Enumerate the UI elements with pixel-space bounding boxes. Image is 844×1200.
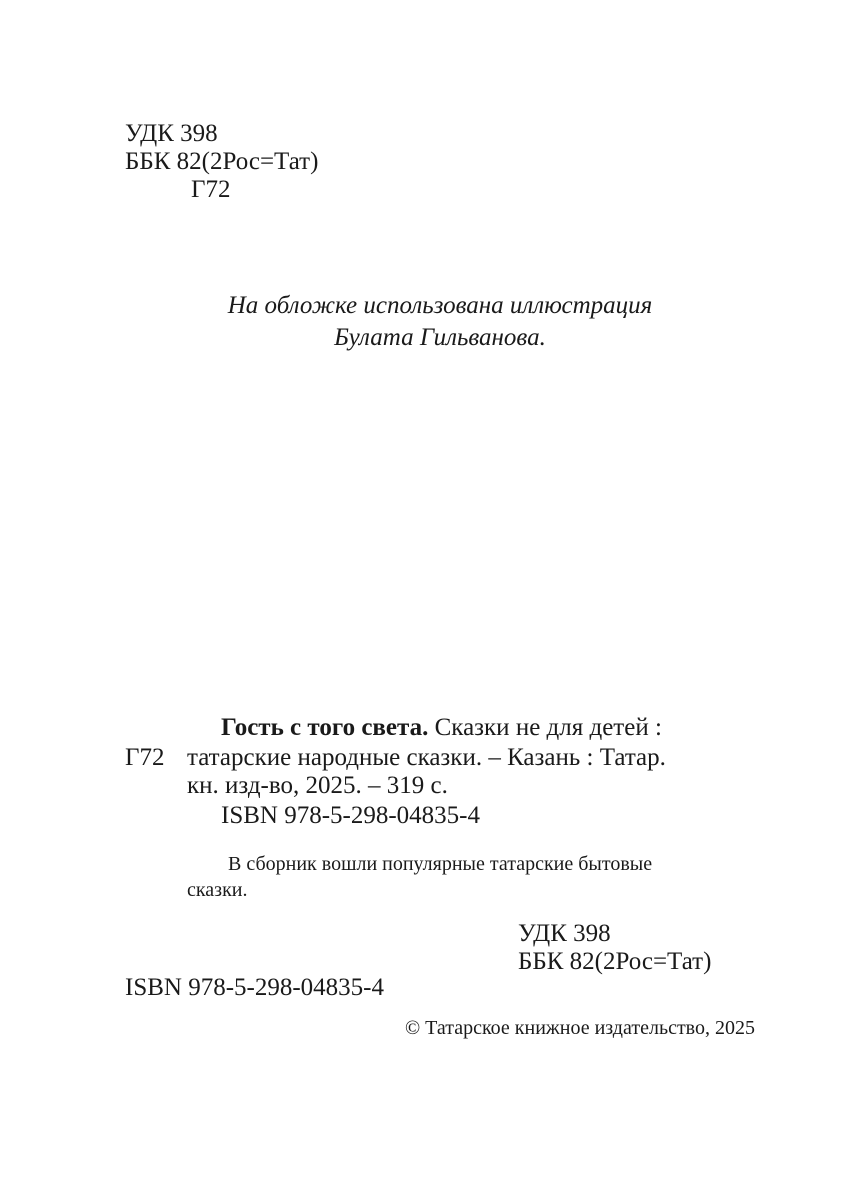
bib-author-sign: Г72	[125, 744, 165, 771]
bbk-bottom: ББК 82(2Рос=Тат)	[518, 948, 712, 975]
bib-line3: кн. изд-во, 2025. – 319 с.	[187, 772, 448, 799]
bbk-top: ББК 82(2Рос=Тат)	[125, 148, 319, 175]
bib-line2: татарские народные сказки. – Казань : Татар.	[187, 744, 666, 771]
bib-title-line	[221, 714, 662, 742]
annotation-line2: сказки.	[187, 879, 248, 901]
cover-note-line1: На обложке использована иллюстрация	[227, 292, 653, 319]
bib-isbn: ISBN 978-5-298-04835-4	[221, 802, 481, 829]
cover-note-line2: Булата Гильванова.	[334, 324, 546, 351]
annotation-line1: В сборник вошли популярные татарские бытовые	[228, 853, 653, 875]
author-sign-top: Г72	[191, 176, 231, 203]
udk-bottom: УДК 398	[518, 920, 611, 947]
udk-top: УДК 398	[125, 120, 218, 147]
isbn-bottom: ISBN 978-5-298-04835-4	[125, 974, 385, 1001]
copyright-line: © Татарское книжное издательство, 2025	[404, 1017, 755, 1039]
bib-title: Гость с того света.	[221, 714, 429, 741]
bib-title-rest: Сказки не для детей :	[434, 714, 662, 741]
